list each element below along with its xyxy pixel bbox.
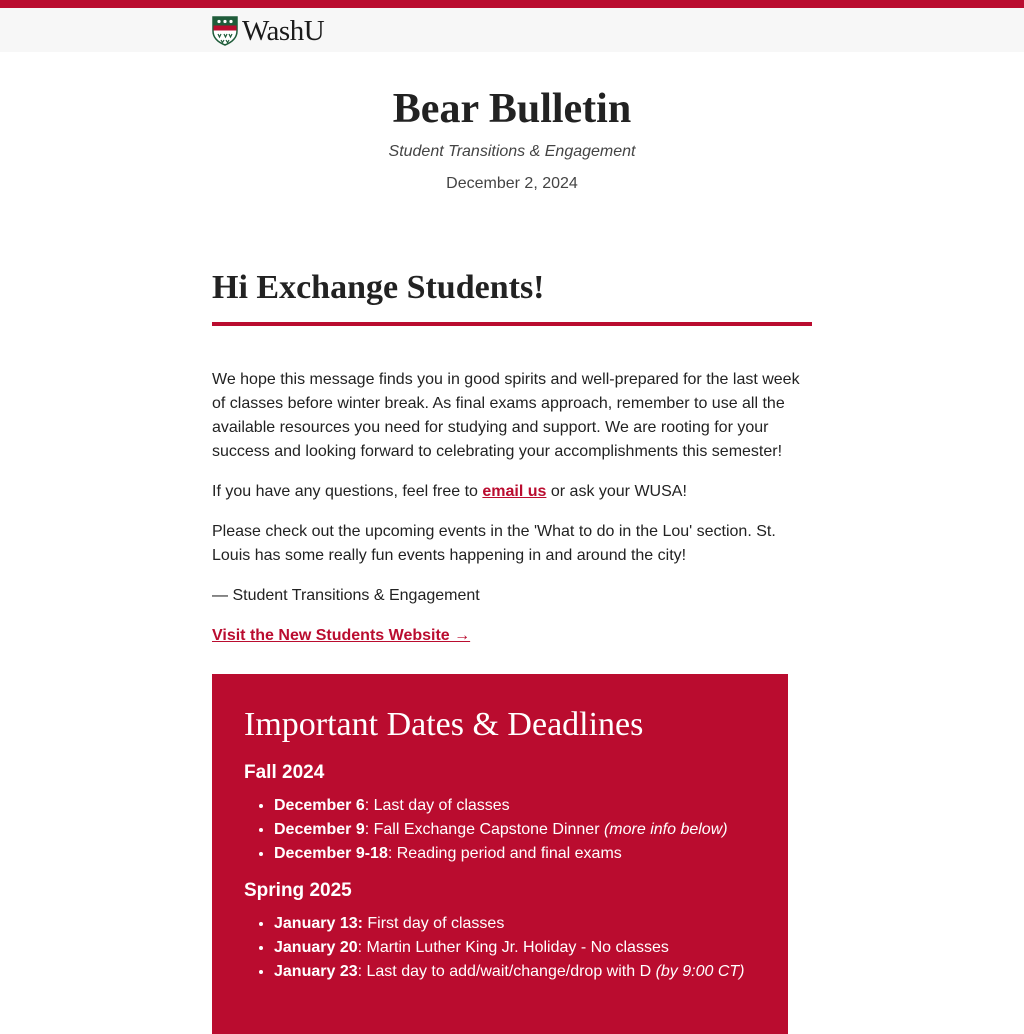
date-note: (by 9:00 CT)	[655, 963, 745, 980]
new-students-website-link[interactable]: Visit the New Students Website →	[212, 627, 471, 644]
greeting-heading: Hi Exchange Students!	[212, 269, 545, 306]
term-heading-fall: Fall 2024	[244, 762, 325, 783]
spring-dates-list	[244, 912, 756, 984]
important-dates-panel	[212, 674, 788, 1034]
heading-divider	[212, 322, 812, 326]
intro-section	[212, 262, 812, 648]
date-label: December 9-18	[274, 845, 388, 862]
header-strip	[0, 8, 1024, 52]
date-label: December 9	[274, 821, 365, 838]
list-item	[274, 842, 756, 866]
questions-text-before: If you have any questions, feel free to	[212, 483, 483, 500]
newsletter-subtitle: Student Transitions & Engagement	[388, 143, 636, 160]
date-description: : Fall Exchange Capstone Dinner	[364, 821, 604, 838]
email-us-link[interactable]: email us	[482, 483, 547, 500]
list-item	[274, 960, 756, 984]
masthead	[0, 52, 1024, 194]
date-label: January 13:	[274, 915, 363, 932]
list-item	[274, 912, 756, 936]
date-description: : Last day to add/wait/change/drop with D	[357, 963, 656, 980]
list-item	[274, 818, 756, 842]
list-item	[274, 794, 756, 818]
events-paragraph: Please check out the upcoming events in the 'What to do in the Lou' section. St. Louis has some really fun events happening in and around the city!	[212, 523, 776, 564]
signature: — Student Transitions & Engagement	[212, 587, 480, 604]
logo-wordmark: WashU	[242, 15, 325, 47]
intro-paragraph: We hope this message finds you in good spirits and well-prepared for the last week of classes before winter break. As final exams approach, remember to use all the available resources you need for studying and support. We are rooting for your success and looking forward to celebrating your accomplishments this semester!	[212, 371, 800, 460]
washu-logo[interactable]	[212, 16, 324, 46]
newsletter-date: December 2, 2024	[446, 175, 578, 192]
term-heading-spring: Spring 2025	[244, 880, 352, 901]
date-description: : Martin Luther King Jr. Holiday - No classes	[357, 939, 669, 956]
date-label: January 20	[274, 939, 358, 956]
shield-icon	[212, 16, 238, 46]
newsletter-title: Bear Bulletin	[392, 86, 632, 132]
date-description: First day of classes	[362, 915, 505, 932]
date-description: : Reading period and final exams	[387, 845, 622, 862]
list-item	[274, 936, 756, 960]
questions-paragraph	[212, 480, 812, 504]
date-label: December 6	[274, 797, 365, 814]
date-label: January 23	[274, 963, 358, 980]
fall-dates-list	[244, 794, 756, 866]
top-accent-bar	[0, 0, 1024, 8]
date-description: : Last day of classes	[364, 797, 510, 814]
questions-text-after: or ask your WUSA!	[546, 483, 687, 500]
date-note: (more info below)	[603, 821, 728, 838]
dates-heading: Important Dates & Deadlines	[244, 706, 644, 743]
